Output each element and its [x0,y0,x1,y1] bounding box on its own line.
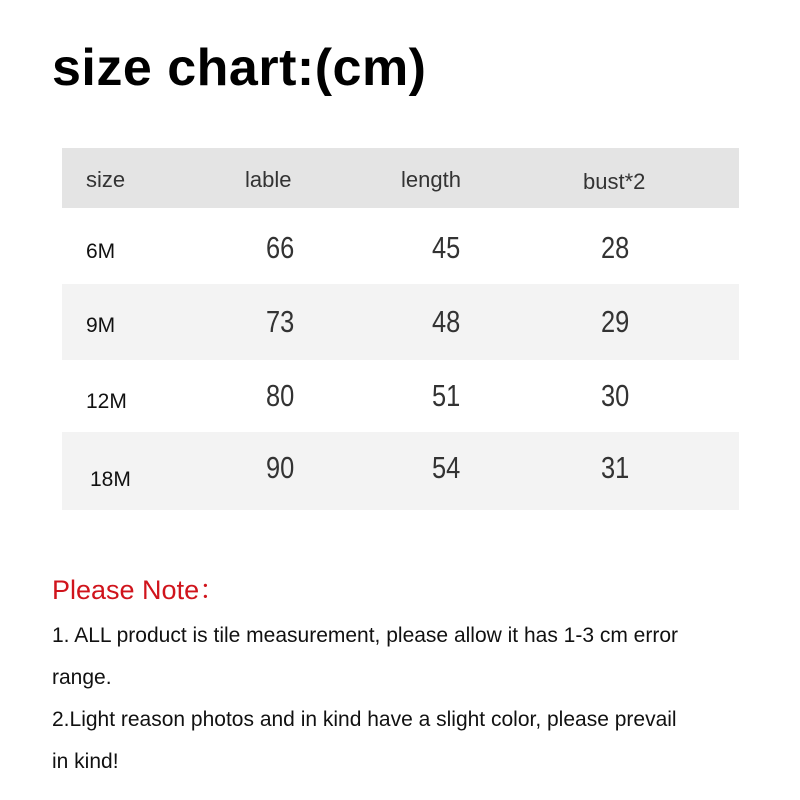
bust-cell: 29 [601,304,630,339]
note-line: 2.Light reason photos and in kind have a slight color, please prevail [52,708,677,731]
lable-cell: 80 [266,378,295,413]
table-row [62,284,739,360]
bust-cell: 30 [601,378,630,413]
lable-cell: 73 [266,304,295,339]
table-row [62,208,739,284]
length-cell: 48 [432,304,461,339]
header-length: length [401,167,461,192]
lable-cell: 90 [266,450,295,485]
length-cell: 54 [432,450,461,485]
size-cell: 18M [90,468,131,491]
page-title: size chart:(cm) [52,39,427,97]
header-lable: lable [245,167,292,192]
table-header-row [62,148,739,208]
header-size: size [86,167,126,192]
note-title: Please Note： [52,575,227,605]
header-bust: bust*2 [583,169,646,194]
length-cell: 45 [432,230,461,265]
size-cell: 6M [86,240,116,263]
length-cell: 51 [432,378,461,413]
bust-cell: 31 [601,450,630,485]
note-line: in kind! [52,750,119,773]
lable-cell: 66 [266,230,295,265]
table-row [62,432,739,510]
size-cell: 9M [86,314,116,337]
note-line: 1. ALL product is tile measurement, please allow it has 1-3 cm error [52,624,679,647]
table-row [62,360,739,432]
size-table [62,148,739,510]
size-cell: 12M [86,390,127,413]
bust-cell: 28 [601,230,630,265]
note-line: range. [52,666,112,689]
